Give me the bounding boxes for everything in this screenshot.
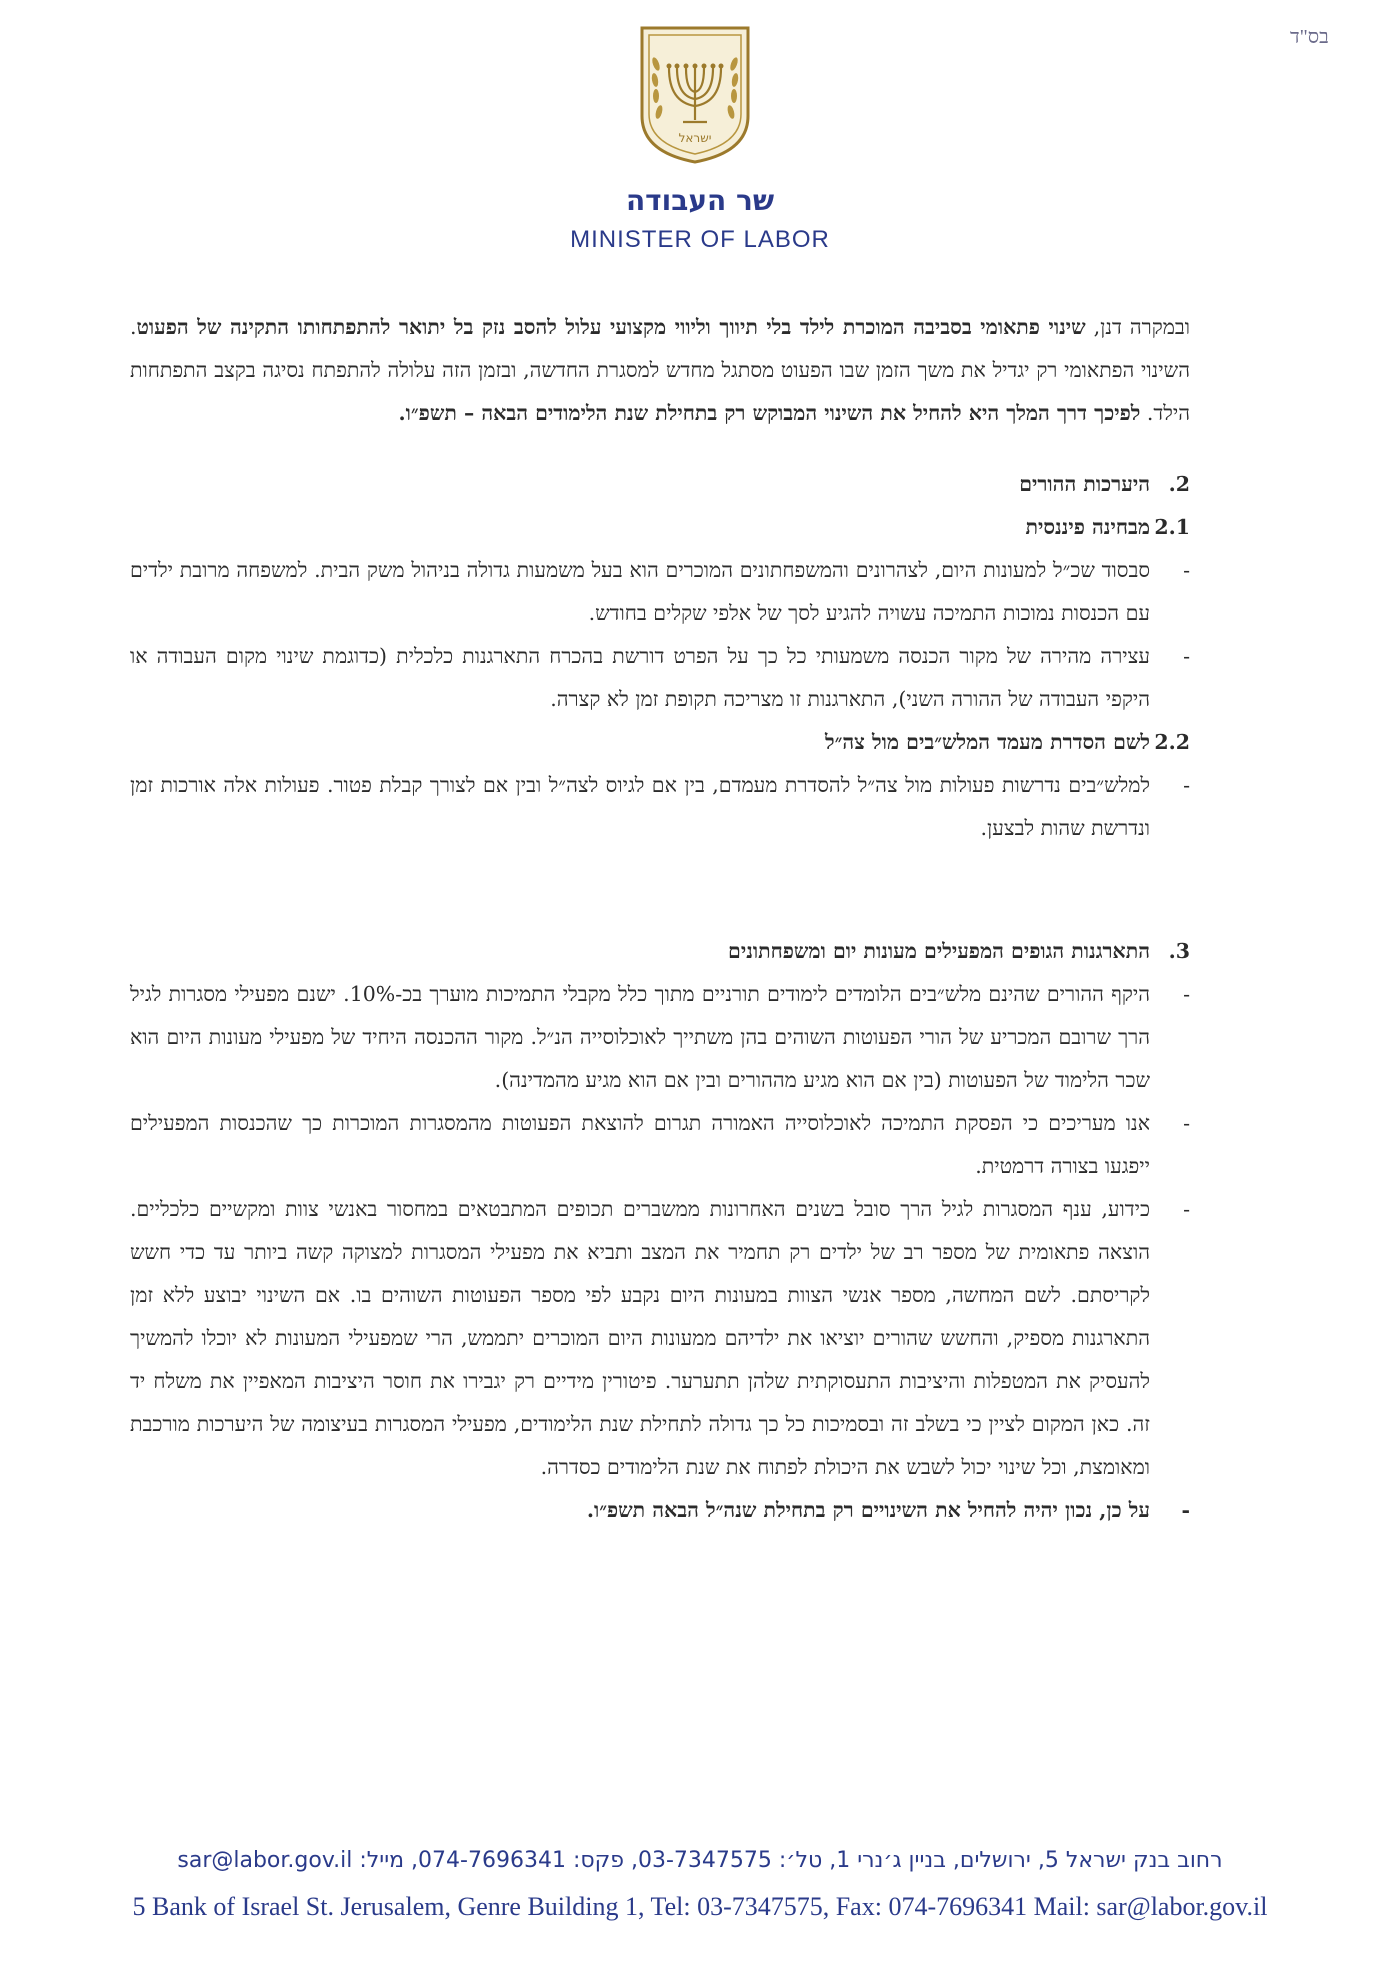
section-3-heading: 3.התארגנות הגופים המפעילים מעונות יום ומשפחתונים	[728, 939, 1190, 963]
section-2-1-list	[130, 549, 1190, 721]
section-2-1-heading: 2.1מבחינה פיננסית	[1025, 515, 1190, 539]
section-3-list	[130, 973, 1190, 1532]
intro-paragraph: ובמקרה דנן, שינוי פתאומי בסביבה המוכרת לילד בלי תיווך וליווי מקצועי עלול להסב נזק בל יתואר להתפתחותו התקינה של הפעוט. השינוי הפתאומי רק יגדיל את משך הזמן שבו הפעוט מסתגל מחדש למסגרת החדשה, ובזמן הזה עלולה להתפתח נסיגה בקצב התפתחות הילד. לפיכך דרך המלך היא להחיל את השינוי המבוקש רק בתחילת שנת הלימודים הבאה – תשפ״ו.	[130, 315, 1190, 425]
bsd-mark: בס"ד	[1290, 26, 1329, 48]
section-2-heading: 2.היערכות ההורים	[1019, 472, 1190, 496]
svg-text:ישראל: ישראל	[678, 131, 712, 145]
list-item: - עצירה מהירה של מקור הכנסה משמעותי כל כך על הפרט דורשת בהכרח התארגנות כלכלית (כדוגמת שינוי מקום העבודה או היקפי העבודה של ההורה השני), התארגנות זו מצריכה תקופת זמן לא קצרה.	[130, 635, 1190, 721]
section-2-2-heading: 2.2לשם הסדרת מעמד המלש״בים מול צה״ל	[824, 730, 1190, 754]
footer-address-english: 5 Bank of Israel St. Jerusalem, Genre Building 1, Tel: 03-7347575, Fax: 074-7696341 Mail: sar@labor.gov.il	[132, 1892, 1268, 1921]
letter-body	[130, 306, 1190, 1532]
footer-address-hebrew: רחוב בנק ישראל 5, ירושלים, בניין ג׳נרי 1, טל׳: 03-7347575, פקס: 074-7696341, מייל: sar@labor.gov.il	[177, 1848, 1223, 1873]
conclusion-item: - על כן, נכון יהיה להחיל את השינויים רק בתחילת שנה״ל הבאה תשפ״ו.	[130, 1489, 1190, 1532]
state-emblem-icon	[636, 24, 754, 164]
list-item: - סבסוד שכ״ל למעונות היום, לצהרונים והמשפחתונים המוכרים הוא בעל משמעות גדולה בניהול משק הבית. למשפחה מרובת ילדים עם הכנסות נמוכות התמיכה עשויה להגיע לסך של אלפי שקלים בחודש.	[130, 549, 1190, 635]
minister-title-english: MINISTER OF LABOR	[570, 226, 830, 253]
minister-title-hebrew: שר העבודה	[625, 184, 775, 217]
list-item: - היקף ההורים שהינם מלש״בים הלומדים לימודים תורניים מתוך כלל מקבלי התמיכות מוערך בכ-10%. ישנם מפעילי מסגרות לגיל הרך שרובם המכריע של הורי הפעוטות השוהים בהן משתייך לאוכלוסייה הנ״ל. מקור ההכנסה היחיד של מפעילי מעונות היום הוא שכר הלימוד של הפעוטות (בין אם הוא מגיע מההורים ובין אם הוא מגיע מהמדינה).	[130, 973, 1190, 1102]
list-item: - כידוע, ענף המסגרות לגיל הרך סובל בשנים האחרונות ממשברים תכופים המתבטאים במחסור באנשי צוות ומקשיים כלכליים. הוצאה פתאומית של מספר רב של ילדים רק תחמיר את המצב ותביא את מפעילי המסגרות למצוקה קשה ביותר עד כדי חשש לקריסתם. לשם המחשה, מספר אנשי הצוות במעונות היום נקבע לפי מספר הפעוטות השוהים בו. אם השינוי יבוצע ללא זמן התארגנות מספיק, והחשש שהורים יוציאו את ילדיהם ממעונות היום המוכרים יתממש, הרי שמפעילי המעונות לא יוכלו להמשיך להעסיק את המטפלות והיציבות התעסוקתית שלהן תתערער. פיטורין מידיים רק יגבירו את חוסר היציבות המאפיין את משלח יד זה. כאן המקום לציין כי בשלב זה ובסמיכות כל כך גדולה לתחילת שנת הלימודים, מפעילי המסגרות בעיצומה של היערכות מורכבת ומאומצת, וכל שינוי יכול לשבש את היכולת לפתוח את שנת הלימודים כסדרה.	[130, 1188, 1190, 1489]
list-item: - אנו מעריכים כי הפסקת התמיכה לאוכלוסייה האמורה תגרום להוצאת הפעוטות מהמסגרות המוכרות כך שהכנסות המפעילים ייפגעו בצורה דרמטית.	[130, 1102, 1190, 1188]
list-item: - למלש״בים נדרשות פעולות מול צה״ל להסדרת מעמדם, בין אם לגיוס לצה״ל ובין אם לצורך קבלת פטור. פעולות אלה אורכות זמן ונדרשת שהות לבצען.	[130, 764, 1190, 850]
section-2-2-list	[130, 764, 1190, 850]
